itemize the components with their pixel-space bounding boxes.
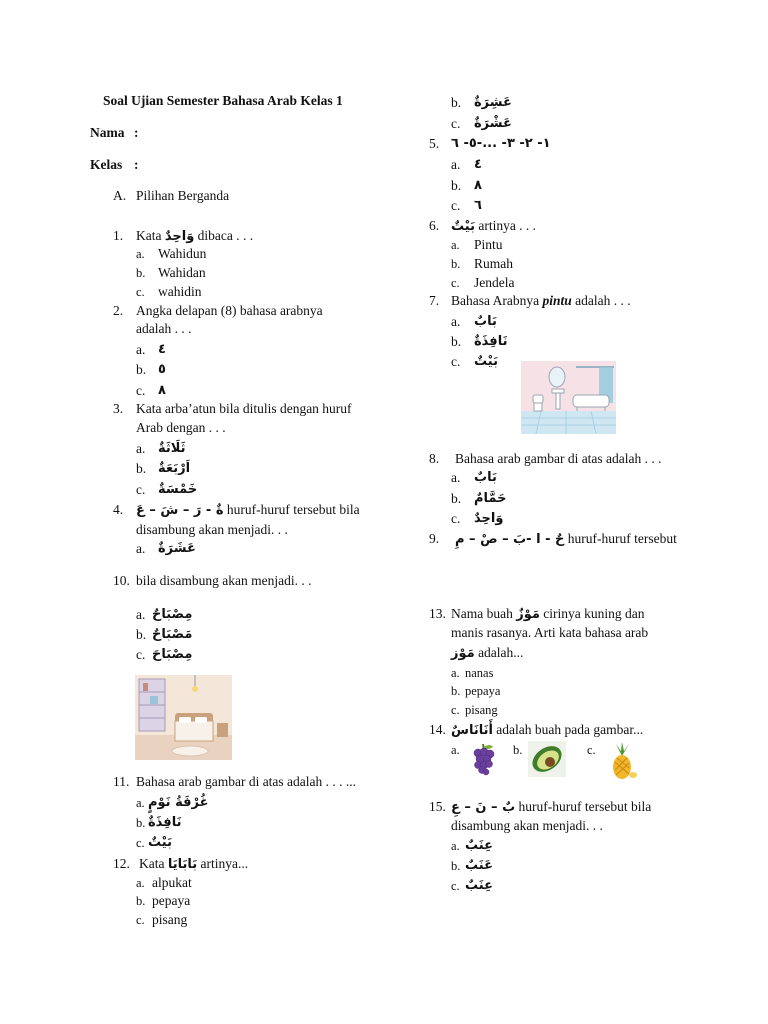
q10-option-c-letter: c. bbox=[136, 647, 146, 662]
q8-option-b-letter: b. bbox=[451, 491, 462, 506]
q3-option-b: اَرْبَعَةٌ bbox=[158, 461, 191, 476]
bedroom-illustration bbox=[135, 675, 232, 760]
grapes-icon bbox=[470, 742, 496, 776]
q4-option-a-letter: a. bbox=[136, 541, 146, 556]
q1-option-a-letter: a. bbox=[136, 247, 145, 261]
q4-option-b-letter: b. bbox=[451, 95, 462, 110]
avocado-icon bbox=[528, 741, 566, 777]
q15-option-c: عِنَبٌ bbox=[465, 878, 493, 893]
q15-arabic: بٌ – نَ – عِ bbox=[451, 800, 516, 815]
q7-option-a: بَابٌ bbox=[474, 314, 497, 329]
q5-option-a-letter: a. bbox=[451, 157, 461, 172]
q15-text bbox=[451, 798, 651, 817]
q10-text: bila disambung akan menjadi. . . bbox=[136, 573, 312, 588]
q6-option-b: Rumah bbox=[474, 256, 513, 271]
q15-number: 15. bbox=[429, 799, 446, 814]
q14-option-c-letter: c. bbox=[587, 743, 596, 757]
q12-pre: Kata bbox=[139, 856, 165, 871]
q1-arabic: وَاحِدٌ bbox=[164, 229, 195, 244]
q11-option-b-letter: b. bbox=[136, 816, 146, 830]
q2-option-c-letter: c. bbox=[136, 383, 146, 398]
q14-option-a-letter: a. bbox=[451, 743, 460, 757]
q14-option-b-letter: b. bbox=[513, 743, 523, 757]
nama-label: Nama bbox=[90, 125, 125, 140]
q2-line2: adalah . . . bbox=[136, 321, 192, 336]
q13-line2: manis rasanya. Arti kata bahasa arab bbox=[451, 625, 649, 640]
q13-pre: Nama buah bbox=[451, 606, 513, 621]
q3-option-a: ثَلَاثَةٌ bbox=[158, 441, 186, 456]
q4-option-c-letter: c. bbox=[451, 116, 461, 131]
q15-option-b-letter: b. bbox=[451, 859, 461, 873]
q7-option-b: نَافِذَةٌ bbox=[474, 334, 508, 349]
q2-line1: Angka delapan (8) bahasa arabnya bbox=[136, 303, 323, 318]
q2-option-a-letter: a. bbox=[136, 342, 146, 357]
q12-option-c: pisang bbox=[152, 912, 188, 927]
q4-post: huruf-huruf tersebut bila bbox=[226, 502, 360, 517]
q11-option-c-letter: c. bbox=[136, 836, 145, 850]
q7-number: 7. bbox=[429, 293, 440, 308]
q5-sequence: ١- ٢- ٣- ...-٥- ٦ bbox=[451, 136, 551, 151]
q13-option-b-letter: b. bbox=[451, 684, 461, 698]
q13-option-a: nanas bbox=[465, 666, 494, 680]
q5-option-b: ٨ bbox=[474, 178, 482, 193]
q13-option-b: pepaya bbox=[465, 684, 501, 698]
q6-arabic: بَيْتٌ bbox=[451, 219, 475, 234]
q7-emphasis: pintu bbox=[542, 293, 572, 308]
q13-line3 bbox=[451, 644, 523, 663]
kelas-label: Kelas bbox=[90, 157, 123, 172]
page-title: Soal Ujian Semester Bahasa Arab Kelas 1 bbox=[103, 93, 343, 108]
pineapple-icon bbox=[606, 742, 638, 780]
q3-line2: Arab dengan . . . bbox=[136, 420, 226, 435]
q3-option-a-letter: a. bbox=[136, 441, 146, 456]
q15-option-c-letter: c. bbox=[451, 879, 460, 893]
q3-line1: Kata arba’atun bila ditulis dengan huruf bbox=[136, 401, 352, 416]
q14-number: 14. bbox=[429, 722, 446, 737]
q1-option-a: Wahidun bbox=[158, 246, 207, 261]
q8-option-a-letter: a. bbox=[451, 470, 461, 485]
q12-arabic: بَابَايَا bbox=[167, 857, 198, 872]
q2-option-b: ٥ bbox=[158, 362, 166, 377]
q1-option-b-letter: b. bbox=[136, 266, 146, 280]
q4-option-c: عَشْرَةٌ bbox=[474, 116, 512, 131]
q8-option-a: بَابٌ bbox=[474, 470, 497, 485]
q6-option-c: Jendela bbox=[474, 275, 515, 290]
q14-post: adalah buah pada gambar... bbox=[496, 722, 644, 737]
q7-post: adalah . . . bbox=[575, 293, 631, 308]
q3-option-c-letter: c. bbox=[136, 482, 146, 497]
q1-option-c-letter: c. bbox=[136, 285, 145, 299]
q14-text bbox=[451, 721, 643, 740]
q9-post: huruf-huruf tersebut bbox=[567, 531, 677, 546]
q10-option-a: مِصْبَاحٌ bbox=[152, 607, 193, 622]
q3-option-c: خَمْسَةٌ bbox=[158, 482, 198, 497]
q4-option-b: عَشِرَةٌ bbox=[474, 95, 512, 110]
q8-text: Bahasa arab gambar di atas adalah . . . bbox=[455, 451, 662, 466]
q8-option-b: حَمَّامٌ bbox=[474, 491, 507, 506]
q4-option-a: عَشَرَةٌ bbox=[158, 541, 196, 556]
q11-option-a-letter: a. bbox=[136, 796, 145, 810]
q3-option-b-letter: b. bbox=[136, 461, 147, 476]
q6-option-a-letter: a. bbox=[451, 238, 460, 252]
q1-option-c: wahidin bbox=[158, 284, 202, 299]
q6-number: 6. bbox=[429, 218, 440, 233]
q4-arabic: ةٌ - رَ – شَ – عَ bbox=[136, 503, 224, 518]
q2-option-c: ٨ bbox=[158, 383, 166, 398]
q11-option-b: نَافِذَةٌ bbox=[148, 815, 182, 830]
q13-line1 bbox=[451, 605, 645, 624]
q2-number: 2. bbox=[113, 303, 124, 318]
q3-number: 3. bbox=[113, 401, 124, 416]
q9-number: 9. bbox=[429, 531, 440, 546]
q10-option-c: مِصْبَاحَ bbox=[152, 647, 193, 662]
q15-line2: disambung akan menjadi. . . bbox=[451, 818, 603, 833]
q9-text bbox=[455, 530, 677, 549]
q6-option-b-letter: b. bbox=[451, 257, 461, 271]
q8-option-c: وَاحِدٌ bbox=[474, 511, 504, 526]
q5-number: 5. bbox=[429, 136, 440, 151]
q10-option-b-letter: b. bbox=[136, 627, 147, 642]
q5-option-b-letter: b. bbox=[451, 178, 462, 193]
q1-text bbox=[136, 227, 253, 246]
bathroom-illustration bbox=[521, 361, 616, 434]
q10-option-a-letter: a. bbox=[136, 607, 146, 622]
q12-option-c-letter: c. bbox=[136, 913, 145, 927]
q7-option-c-letter: c. bbox=[451, 354, 461, 369]
q15-option-b: عَنَبٌ bbox=[465, 858, 493, 873]
q14-arabic: أَنَانَاسٌ bbox=[451, 723, 493, 738]
q13-arabic: مَوْزٌ bbox=[516, 607, 540, 622]
q13-option-a-letter: a. bbox=[451, 666, 460, 680]
q8-option-c-letter: c. bbox=[451, 511, 461, 526]
q13-option-c-letter: c. bbox=[451, 703, 460, 717]
q7-option-b-letter: b. bbox=[451, 334, 462, 349]
q8-number: 8. bbox=[429, 451, 440, 466]
q5-option-a: ٤ bbox=[474, 157, 482, 172]
q5-option-c: ٦ bbox=[474, 198, 482, 213]
section-title: Pilihan Berganda bbox=[136, 188, 230, 203]
q7-option-a-letter: a. bbox=[451, 314, 461, 329]
q6-option-c-letter: c. bbox=[451, 276, 460, 290]
q12-option-a: alpukat bbox=[152, 875, 192, 890]
q5-option-c-letter: c. bbox=[451, 198, 461, 213]
q4-text bbox=[136, 501, 360, 520]
section-letter: A. bbox=[113, 188, 127, 203]
q11-number: 11. bbox=[113, 774, 130, 789]
q4-number: 4. bbox=[113, 502, 124, 517]
q13-option-c: pisang bbox=[465, 703, 498, 717]
q1-pre: Kata bbox=[136, 228, 162, 243]
kelas-colon: : bbox=[134, 157, 139, 172]
q7-pre: Bahasa Arabnya bbox=[451, 293, 540, 308]
q12-text bbox=[139, 855, 248, 874]
q15-option-a-letter: a. bbox=[451, 839, 460, 853]
q2-option-b-letter: b. bbox=[136, 362, 147, 377]
q6-text bbox=[451, 217, 536, 236]
q15-option-a: عِنَبٌ bbox=[465, 838, 493, 853]
q11-option-c: بَيْتٌ bbox=[148, 835, 172, 850]
q9-arabic: حٌ - ا -بَ – صْ – مِ bbox=[455, 532, 565, 547]
q12-option-b-letter: b. bbox=[136, 894, 146, 908]
q4-line2: disambung akan menjadi. . . bbox=[136, 522, 288, 537]
q12-option-b: pepaya bbox=[152, 893, 191, 908]
q1-post: dibaca . . . bbox=[197, 228, 254, 243]
q13-arabic-2: مَوْز bbox=[451, 646, 475, 661]
q7-option-c: بَيْتٌ bbox=[474, 354, 498, 369]
q13-number: 13. bbox=[429, 606, 446, 621]
q13-post: cirinya kuning dan bbox=[543, 606, 645, 621]
q6-post: artinya . . . bbox=[478, 218, 537, 233]
q11-option-a: غُرْفَةُ نَوْمٍ bbox=[148, 795, 209, 810]
q10-number: 10. bbox=[113, 573, 130, 588]
q13-post-2: adalah... bbox=[478, 645, 524, 660]
q2-option-a: ٤ bbox=[158, 342, 166, 357]
q1-option-b: Wahidan bbox=[158, 265, 206, 280]
q1-number: 1. bbox=[113, 228, 124, 243]
q11-text: Bahasa arab gambar di atas adalah . . . ... bbox=[136, 774, 357, 789]
q12-option-a-letter: a. bbox=[136, 876, 145, 890]
q10-option-b: مَصْبَاحٌ bbox=[152, 627, 193, 642]
q12-number: 12. bbox=[113, 856, 130, 871]
q12-post: artinya... bbox=[200, 856, 249, 871]
q7-text bbox=[451, 292, 631, 310]
q15-post: huruf-huruf tersebut bila bbox=[518, 799, 652, 814]
q6-option-a: Pintu bbox=[474, 237, 503, 252]
nama-colon: : bbox=[134, 125, 139, 140]
